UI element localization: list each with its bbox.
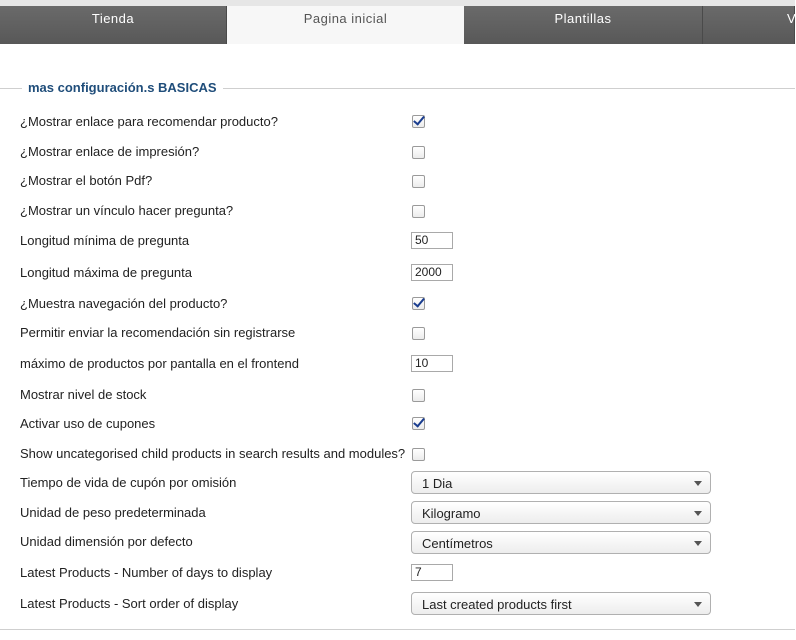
chevron-down-icon [694, 602, 702, 607]
latest-sort-value: Last created products first [422, 597, 572, 612]
product-navigation-checkbox[interactable] [412, 297, 425, 310]
recommend-link-label: ¿Mostrar enlace para recomendar producto? [20, 114, 278, 129]
coupon-lifetime-value: 1 Dia [422, 476, 453, 491]
products-per-page-label: máximo de productos por pantalla en el frontend [20, 356, 299, 371]
chevron-down-icon [694, 541, 702, 546]
latest-days-input[interactable]: 7 [411, 564, 453, 581]
recommend-unregistered-label: Permitir enviar la recomendación sin registrarse [20, 325, 296, 340]
recommend-unregistered-checkbox[interactable] [412, 327, 425, 340]
print-link-label: ¿Mostrar enlace de impresión? [20, 144, 200, 159]
coupons-checkbox[interactable] [412, 417, 425, 430]
latest-days-label: Latest Products - Number of days to display [20, 565, 273, 580]
print-link-checkbox[interactable] [412, 146, 425, 159]
pdf-button-checkbox[interactable] [412, 175, 425, 188]
tab-partial[interactable]: V [703, 6, 795, 44]
coupon-lifetime-select[interactable] [411, 471, 711, 494]
latest-sort-select[interactable] [411, 592, 711, 615]
dimension-unit-select[interactable] [411, 531, 711, 554]
uncategorised-children-label: Show uncategorised child products in search results and modules? [20, 446, 406, 461]
dimension-unit-label: Unidad dimensión por defecto [20, 534, 193, 549]
uncategorised-children-checkbox[interactable] [412, 448, 425, 461]
stock-level-label: Mostrar nivel de stock [20, 387, 147, 402]
coupon-lifetime-label: Tiempo de vida de cupón por omisión [20, 475, 237, 490]
chevron-down-icon [694, 511, 702, 516]
tab-bar [0, 0, 795, 44]
min-question-length-label: Longitud mínima de pregunta [20, 233, 190, 248]
max-question-length-input[interactable]: 2000 [411, 264, 453, 281]
chevron-down-icon [694, 481, 702, 486]
min-question-length-input[interactable]: 50 [411, 232, 453, 249]
tab-tienda[interactable]: Tienda [0, 6, 227, 44]
stock-level-checkbox[interactable] [412, 389, 425, 402]
recommend-link-checkbox[interactable] [412, 115, 425, 128]
products-per-page-input[interactable]: 10 [411, 355, 453, 372]
weight-unit-label: Unidad de peso predeterminada [20, 505, 206, 520]
weight-unit-select[interactable] [411, 501, 711, 524]
tab-plantillas[interactable]: Plantillas [464, 6, 703, 44]
coupons-label: Activar uso de cupones [20, 416, 156, 431]
weight-unit-value: Kilogramo [422, 506, 481, 521]
pdf-button-label: ¿Mostrar el botón Pdf? [20, 173, 153, 188]
product-navigation-label: ¿Muestra navegación del producto? [20, 296, 228, 311]
section-title: mas configuración.s BASICAS [22, 80, 223, 95]
dimension-unit-value: Centímetros [422, 536, 493, 551]
tab-pagina-inicial[interactable]: Pagina inicial [227, 6, 464, 44]
ask-question-checkbox[interactable] [412, 205, 425, 218]
max-question-length-label: Longitud máxima de pregunta [20, 265, 193, 280]
fieldset-bottom-border [0, 629, 795, 630]
latest-sort-label: Latest Products - Sort order of display [20, 596, 239, 611]
ask-question-label: ¿Mostrar un vínculo hacer pregunta? [20, 203, 234, 218]
